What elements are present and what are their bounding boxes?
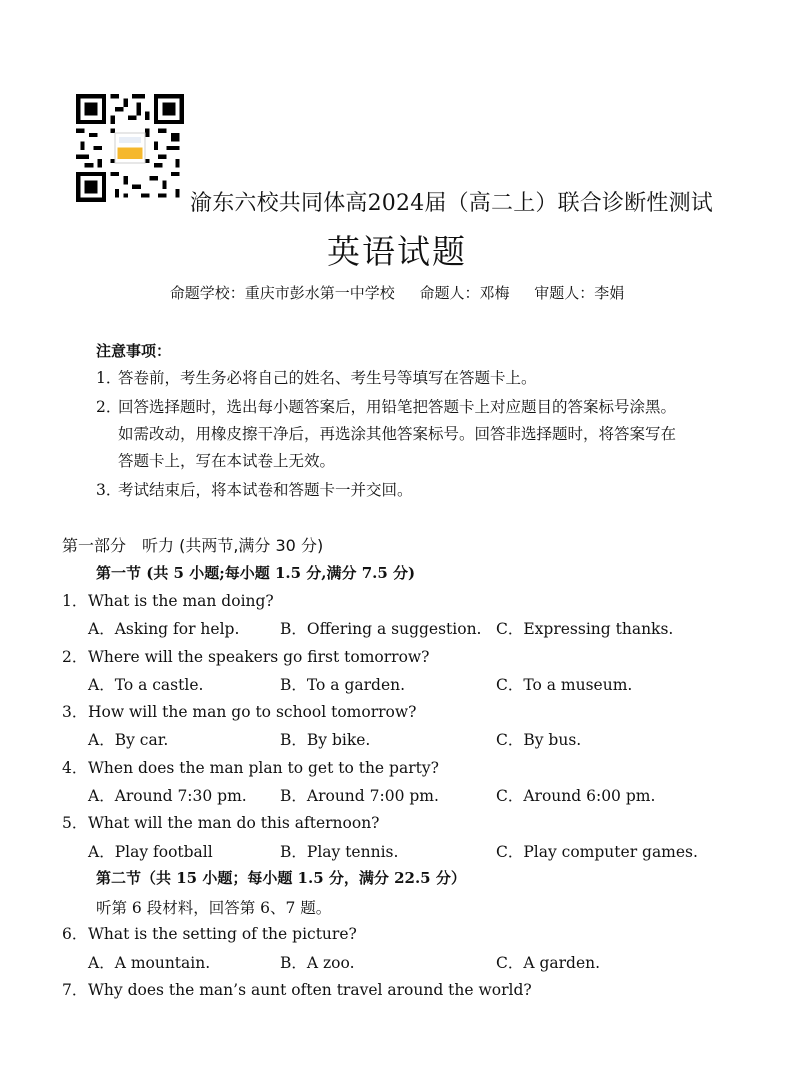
qr-code-icon: [76, 94, 184, 202]
question-number: 5．: [62, 814, 88, 832]
question: [62, 756, 439, 778]
notice-number: 2．: [96, 398, 122, 416]
question-text: Where will the speakers go first tomorrow?: [88, 648, 430, 666]
notice-text: 考试结束后，将本试卷和答题卡一并交回。: [118, 481, 413, 499]
question-number: 7．: [62, 981, 88, 999]
question: [62, 811, 380, 833]
option-b: B．Around 7:00 pm.: [280, 787, 439, 805]
section-one-heading: 第一节 (共 5 小题;每小题 1.5 分,满分 7.5 分): [96, 564, 416, 582]
notice-text: 回答选择题时，选出每小题答案后，用铅笔把答题卡上对应题目的答案标号涂黑。: [118, 398, 677, 416]
notice-item: [96, 395, 676, 417]
notice-heading: 注意事项：: [96, 342, 172, 360]
setting-school: 命题学校：重庆市彭水第一中学校: [169, 284, 395, 302]
notice-number: 1．: [96, 369, 122, 387]
question-text: What is the setting of the picture?: [88, 925, 357, 943]
option-b: B．Offering a suggestion.: [280, 620, 482, 638]
option-a: A．Play football: [88, 843, 213, 861]
question-text: How will the man go to school tomorrow?: [88, 703, 417, 721]
option-a: A．Around 7:30 pm.: [88, 787, 247, 805]
question-text: What is the man doing?: [88, 592, 274, 610]
option-c: C．By bus.: [496, 731, 582, 749]
notice-text: 如需改动，用橡皮擦干净后，再选涂其他答案标号。回答非选择题时，将答案写在: [118, 425, 677, 443]
question-number: 1．: [62, 592, 88, 610]
option-c: C．A garden.: [496, 954, 601, 972]
question-number: 2．: [62, 648, 88, 666]
section-two-instruction: 听第 6 段材料，回答第 6、7 题。: [96, 899, 332, 917]
part-one-heading: 第一部分 听力 (共两节,满分 30 分): [62, 536, 324, 555]
question-setter: 命题人：邓梅: [419, 284, 510, 302]
section-two-heading: 第二节（共 15 小题；每小题 1.5 分，满分 22.5 分）: [96, 869, 466, 887]
option-b: B．A zoo.: [280, 954, 355, 972]
notice-text: 答卷前，考生务必将自己的姓名、考生号等填写在答题卡上。: [118, 369, 537, 387]
option-a: A．By car.: [88, 731, 169, 749]
question-text: When does the man plan to get to the party?: [88, 759, 439, 777]
option-c: C．Around 6:00 pm.: [496, 787, 656, 805]
question: [62, 978, 532, 1000]
option-a: A．To a castle.: [88, 676, 204, 694]
question-reviewer: 审题人：李娟: [534, 284, 625, 302]
question-text: What will the man do this afternoon?: [88, 814, 380, 832]
question: [62, 700, 416, 722]
question: [62, 645, 429, 667]
question-number: 4．: [62, 759, 88, 777]
notice-number: 3．: [96, 481, 122, 499]
option-a: A．Asking for help.: [88, 620, 240, 638]
notice-item: [96, 366, 537, 388]
question: [62, 589, 274, 611]
page-title: 英语试题: [327, 232, 467, 271]
exam-series-title: 渝东六校共同体高2024届（高二上）联合诊断性测试: [190, 191, 713, 216]
notice-item: [96, 478, 413, 500]
option-b: B．Play tennis.: [280, 843, 399, 861]
option-a: A．A mountain.: [88, 954, 211, 972]
question-text: Why does the man’s aunt often travel around the world?: [88, 981, 532, 999]
option-b: B．By bike.: [280, 731, 371, 749]
question: [62, 922, 357, 944]
option-c: C．Expressing thanks.: [496, 620, 674, 638]
question-number: 3．: [62, 703, 88, 721]
option-c: C．Play computer games.: [496, 843, 698, 861]
author-line: [0, 282, 794, 303]
option-b: B．To a garden.: [280, 676, 406, 694]
notice-text: 答题卡上，写在本试卷上无效。: [118, 452, 336, 470]
option-c: C．To a museum.: [496, 676, 633, 694]
question-number: 6．: [62, 925, 88, 943]
